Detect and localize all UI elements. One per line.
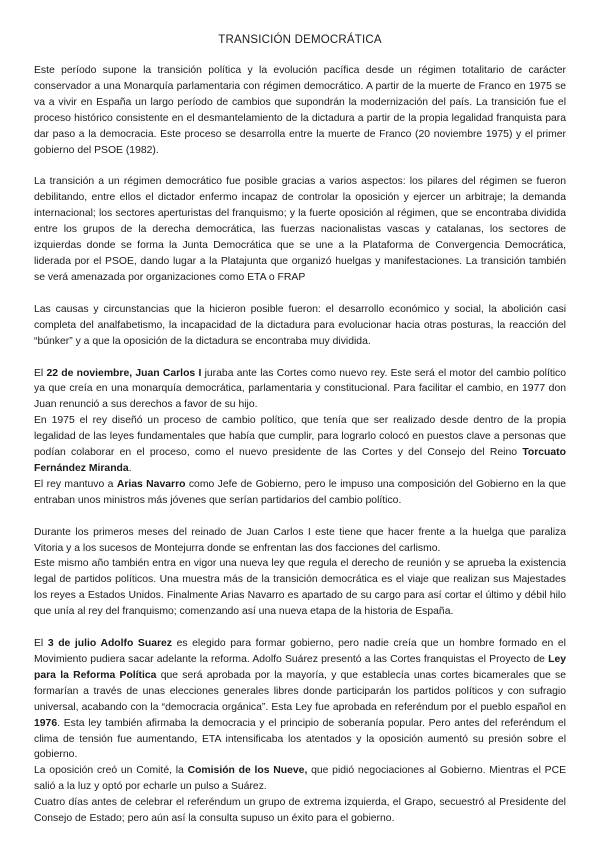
paragraph-aspects: La transición a un régimen democrático fue posible gracias a varios aspectos: los pilares del régimen se fueron debilitando, entre ellos el dictador enfermo incapaz de controlar la oposición y ejercer un arbitraje; la demanda internacional; los sectores aperturistas del franquismo; y la fuerte oposición al régimen, que se encontraba dividida entre los grupos de la derecha democrática, las fuerzas nacionalistas vascas y catalanas, los sectores de izquierdas donde se forma la Junta Democrática que se une a la Plataforma de Convergencia Democrática, liderada por el PSOE, dando lugar a la Platajunta que organizó huelgas y manifestaciones. La transición también se verá amenazada por organizaciones como ETA o FRAP [34, 176, 566, 283]
text-span: como Jefe de Gobierno, pero le impuso una composición del Gobierno en la que entraban unos ministros más jóvenes que serían partidarios del cambio político. [34, 478, 567, 506]
text-span: El [34, 367, 47, 379]
paragraph-intro: Este período supone la transición política y la evolución pacífica desde un régimen totalitario de carácter conservador a una Monarquía parlamentaria con régimen democrático. A partir de la muerte de Franco en 1975 se va a vivir en España un largo período de cambios que supondrán la modernización del país. La transición fue el proceso histórico consistente en el desmantelamiento de la dictadura a partir de la propia legalidad franquista para dar paso a la democracia. Este proceso se desarrolla entre la muerte de Franco (20 noviembre 1975) y el primer gobierno del PSOE (1982). [34, 65, 566, 156]
paragraph-comision [34, 763, 566, 795]
bold-comision-nueve: Comisión de los Nueve, [187, 765, 308, 777]
paragraph-juan-carlos [34, 366, 566, 414]
paragraph-ley-reunion: Este mismo año también entra en vigor una nueva ley que regula el derecho de reunión y se aprueba la existencia legal de partidos políticos. Una muestra más de la transición democrática es el viaje que realizan sus Majestades los reyes a Estados Unidos. Finalmente Arias Navarro es apartado de su cargo para así cortar el último y débil hilo que unía al rey del franquismo; comenzando así una nueva etapa de la historia de España. [34, 558, 566, 618]
paragraph-cambio-politico [34, 413, 566, 477]
paragraph-primeros-meses: Durante los primeros meses del reinado de Juan Carlos I este tiene que hacer frente a la huelga que paraliza Vitoria y a los sucesos de Montejurra donde se enfrentan las dos facciones del carlismo. [34, 526, 566, 554]
bold-date-juan-carlos: 22 de noviembre, Juan Carlos I [46, 367, 202, 379]
paragraph-grapo: Cuatro días antes de celebrar el referéndum un grupo de extrema izquierda, el Grapo, secuestró al Presidente del Consejo de Estado; pero aún así la consulta supuso un éxito para el gobierno. [34, 797, 566, 825]
bold-arias-navarro: Arias Navarro [116, 478, 186, 490]
paragraph-causes: Las causas y circunstancias que la hicieron posible fueron: el desarrollo económico y social, la abolición casi completa del analfabetismo, la incapacidad de la dictadura para evolucionar hacia otras posturas, la reacción del “búnker” y a que la oposición de la dictadura se encontraba muy dividida. [34, 303, 566, 347]
text-span: La oposición creó un Comité, la [34, 765, 188, 777]
text-span: que pidió negociaciones al Gobierno. Mientras el PCE salió a la luz y optó por echarle un pulso a Suárez. [34, 765, 566, 793]
text-span: es elegido para formar gobierno, pero nadie creía que un hombre formado en el Movimiento pudiera sacar adelante la reforma. Adolfo Suárez presentó a las Cortes franquistas el Proyecto de [34, 638, 566, 665]
paragraph-adolfo-suarez [34, 636, 566, 763]
bold-year-1976: 1976 [34, 717, 58, 729]
text-span: que será aprobada por la mayoría, y que establecía unas cortes bicamerales que se formarían a través de unas elecciones generales libres donde participarán los partidos políticos y con sufragio universal, acabando con la “democracia orgánica”. Esta Ley fue aprobada en referéndum por el pueblo español en [34, 669, 566, 713]
bold-ley-reforma: Ley para la Reforma Política [34, 654, 566, 681]
text-span: juraba ante las Cortes como nuevo rey. Este será el motor del cambio político ya que creía en una monarquía democrática, parlamentaria y constitucional. Para facilitar el cambio, en 1977 don Juan renunció a sus derechos a favor de su hijo. [34, 367, 566, 411]
bold-adolfo-suarez: 3 de julio Adolfo Suarez [47, 638, 172, 650]
text-span: . [128, 462, 132, 474]
document-title: TRANSICIÓN DEMOCRÁTICA [218, 34, 382, 46]
text-span: El rey mantuvo a [34, 478, 117, 490]
bold-torcuato: Torcuato Fernández Miranda [34, 447, 566, 474]
text-span: El [34, 638, 48, 650]
text-span: . Esta ley también afirmaba la democracia y el principio de soberanía popular. Pero antes del referéndum el clima de tensión fue aumentando, ETA intensificaba los atentados y la oposición aumentó su presión sobre el gobierno. [34, 717, 566, 761]
paragraph-arias-navarro [34, 477, 566, 509]
document-page [34, 28, 566, 827]
text-span: En 1975 el rey diseñó un proceso de cambio político, que tenía que ser realizado desde dentro de la propia legalidad de las leyes fundamentales que había que cumplir, para lograrlo colocó en puestos clave a personas que podían colaborar en el proceso, como el nuevo presidente de las Cortes y del Consejo del Reino [34, 415, 566, 459]
